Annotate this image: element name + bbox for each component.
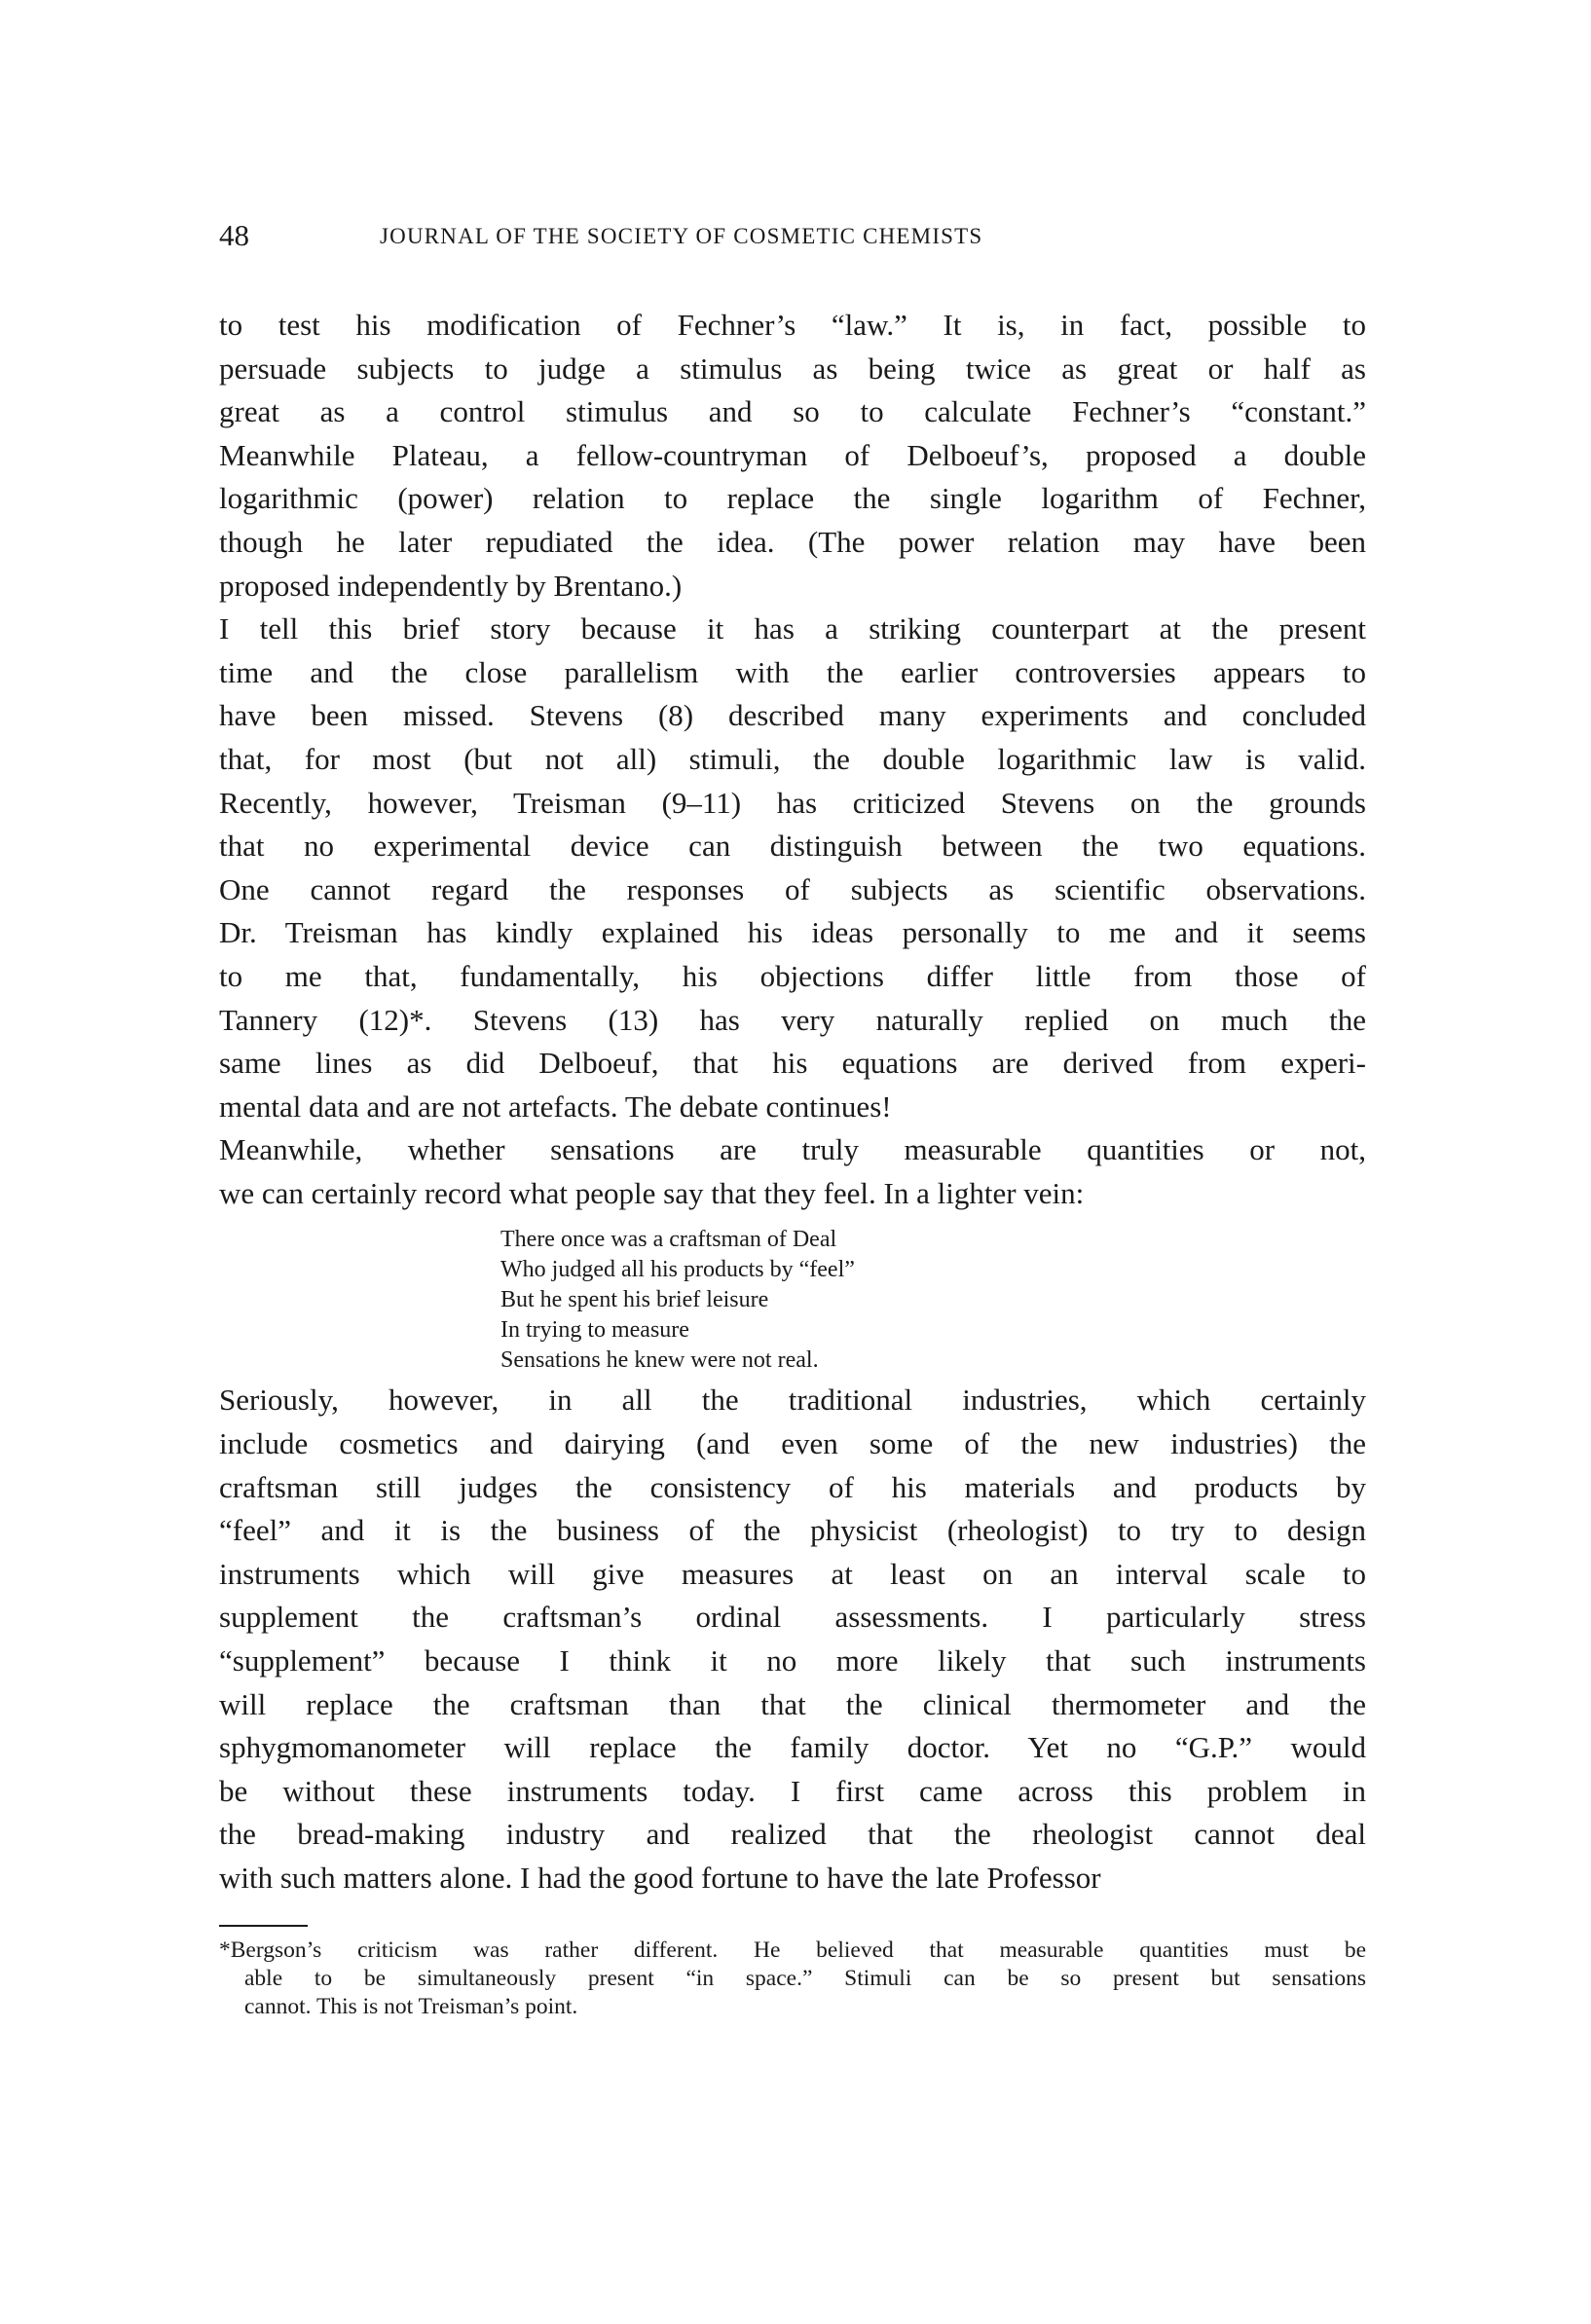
- text-line: that, for most (but not all) stimuli, the double logarithmic law is valid.: [219, 741, 1366, 776]
- body-text: [219, 304, 1366, 1900]
- text-line: “supplement” because I think it no more likely that such instruments: [219, 1643, 1366, 1678]
- text-line: though he later repudiated the idea. (The power relation may have been: [219, 524, 1366, 559]
- text-line: Recently, however, Treisman (9–11) has criticized Stevens on the grounds: [219, 785, 1366, 820]
- text-line: instruments which will give measures at least on an interval scale to: [219, 1556, 1366, 1591]
- text-line: supplement the craftsman’s ordinal assessments. I particularly stress: [219, 1600, 1366, 1635]
- paragraph: [219, 608, 1366, 1128]
- text-line: Tannery (12)*. Stevens (13) has very naturally replied on much the: [219, 1002, 1366, 1037]
- page-number: 48: [219, 218, 249, 252]
- text-line: include cosmetics and dairying (and even some of the new industries) the: [219, 1426, 1366, 1461]
- text-line: be without these instruments today. I first came across this problem in: [219, 1773, 1366, 1808]
- running-header: JOURNAL OF THE SOCIETY OF COSMETIC CHEMISTS: [380, 224, 983, 248]
- footnote-line: *Bergson’s criticism was rather different. He believed that measurable quantities must be: [219, 1937, 1366, 1963]
- text-line: mental data and are not artefacts. The debate continues!: [219, 1088, 892, 1124]
- poem-line: But he spent his brief leisure: [500, 1287, 769, 1313]
- text-line: Meanwhile Plateau, a fellow-countryman of Delboeuf’s, proposed a double: [219, 437, 1366, 472]
- text-line: persuade subjects to judge a stimulus as being twice as great or half as: [219, 350, 1366, 386]
- poem: [500, 1225, 1366, 1376]
- text-line: Seriously, however, in all the traditional industries, which certainly: [219, 1383, 1366, 1418]
- poem-line: Sensations he knew were not real.: [500, 1347, 819, 1374]
- text-line: Meanwhile, whether sensations are truly measurable quantities or not,: [219, 1132, 1366, 1167]
- text-line: to me that, fundamentally, his objections differ little from those of: [219, 958, 1366, 993]
- footnote-rule: [219, 1925, 308, 1927]
- text-line: craftsman still judges the consistency of his materials and products by: [219, 1469, 1366, 1504]
- footnote-line: cannot. This is not Treisman’s point.: [244, 1994, 578, 2019]
- text-line: proposed independently by Brentano.): [219, 568, 683, 603]
- text-line: great as a control stimulus and so to calculate Fechner’s “constant.”: [219, 394, 1366, 429]
- text-line: “feel” and it is the business of the physicist (rheologist) to try to design: [219, 1513, 1366, 1548]
- paragraph: [219, 1128, 1366, 1215]
- text-line: the bread-making industry and realized that the rheologist cannot deal: [219, 1817, 1366, 1852]
- text-line: we can certainly record what people say that they feel. In a lighter vein:: [219, 1175, 1085, 1210]
- text-line: to test his modification of Fechner’s “law.” It is, in fact, possible to: [219, 308, 1366, 342]
- text-line: with such matters alone. I had the good fortune to have the late Professor: [219, 1861, 1101, 1895]
- paragraph: [219, 304, 1366, 608]
- text-line: that no experimental device can distinguish between the two equations.: [219, 829, 1366, 864]
- text-line: sphygmomanometer will replace the family doctor. Yet no “G.P.” would: [219, 1730, 1366, 1765]
- poem-line: Who judged all his products by “feel”: [500, 1257, 855, 1283]
- text-line: same lines as did Delboeuf, that his equations are derived from experi-: [219, 1046, 1366, 1081]
- text-line: will replace the craftsman than that the clinical thermometer and the: [219, 1686, 1366, 1721]
- text-line: time and the close parallelism with the earlier controversies appears to: [219, 654, 1366, 689]
- text-line: have been missed. Stevens (8) described many experiments and concluded: [219, 698, 1366, 733]
- footnote-line: able to be simultaneously present “in space.” Stimuli can be so present but sensations: [244, 1966, 1366, 1991]
- paragraph: [219, 1379, 1366, 1900]
- footnote: [219, 1937, 1366, 2021]
- poem-line: There once was a craftsman of Deal: [500, 1227, 837, 1253]
- text-line: Dr. Treisman has kindly explained his ideas personally to me and it seems: [219, 915, 1366, 950]
- text-line: logarithmic (power) relation to replace the single logarithm of Fechner,: [219, 481, 1366, 516]
- text-line: One cannot regard the responses of subjects as scientific observations.: [219, 871, 1366, 906]
- text-line: I tell this brief story because it has a striking counterpart at the present: [219, 611, 1366, 646]
- poem-line: In trying to measure: [500, 1317, 689, 1344]
